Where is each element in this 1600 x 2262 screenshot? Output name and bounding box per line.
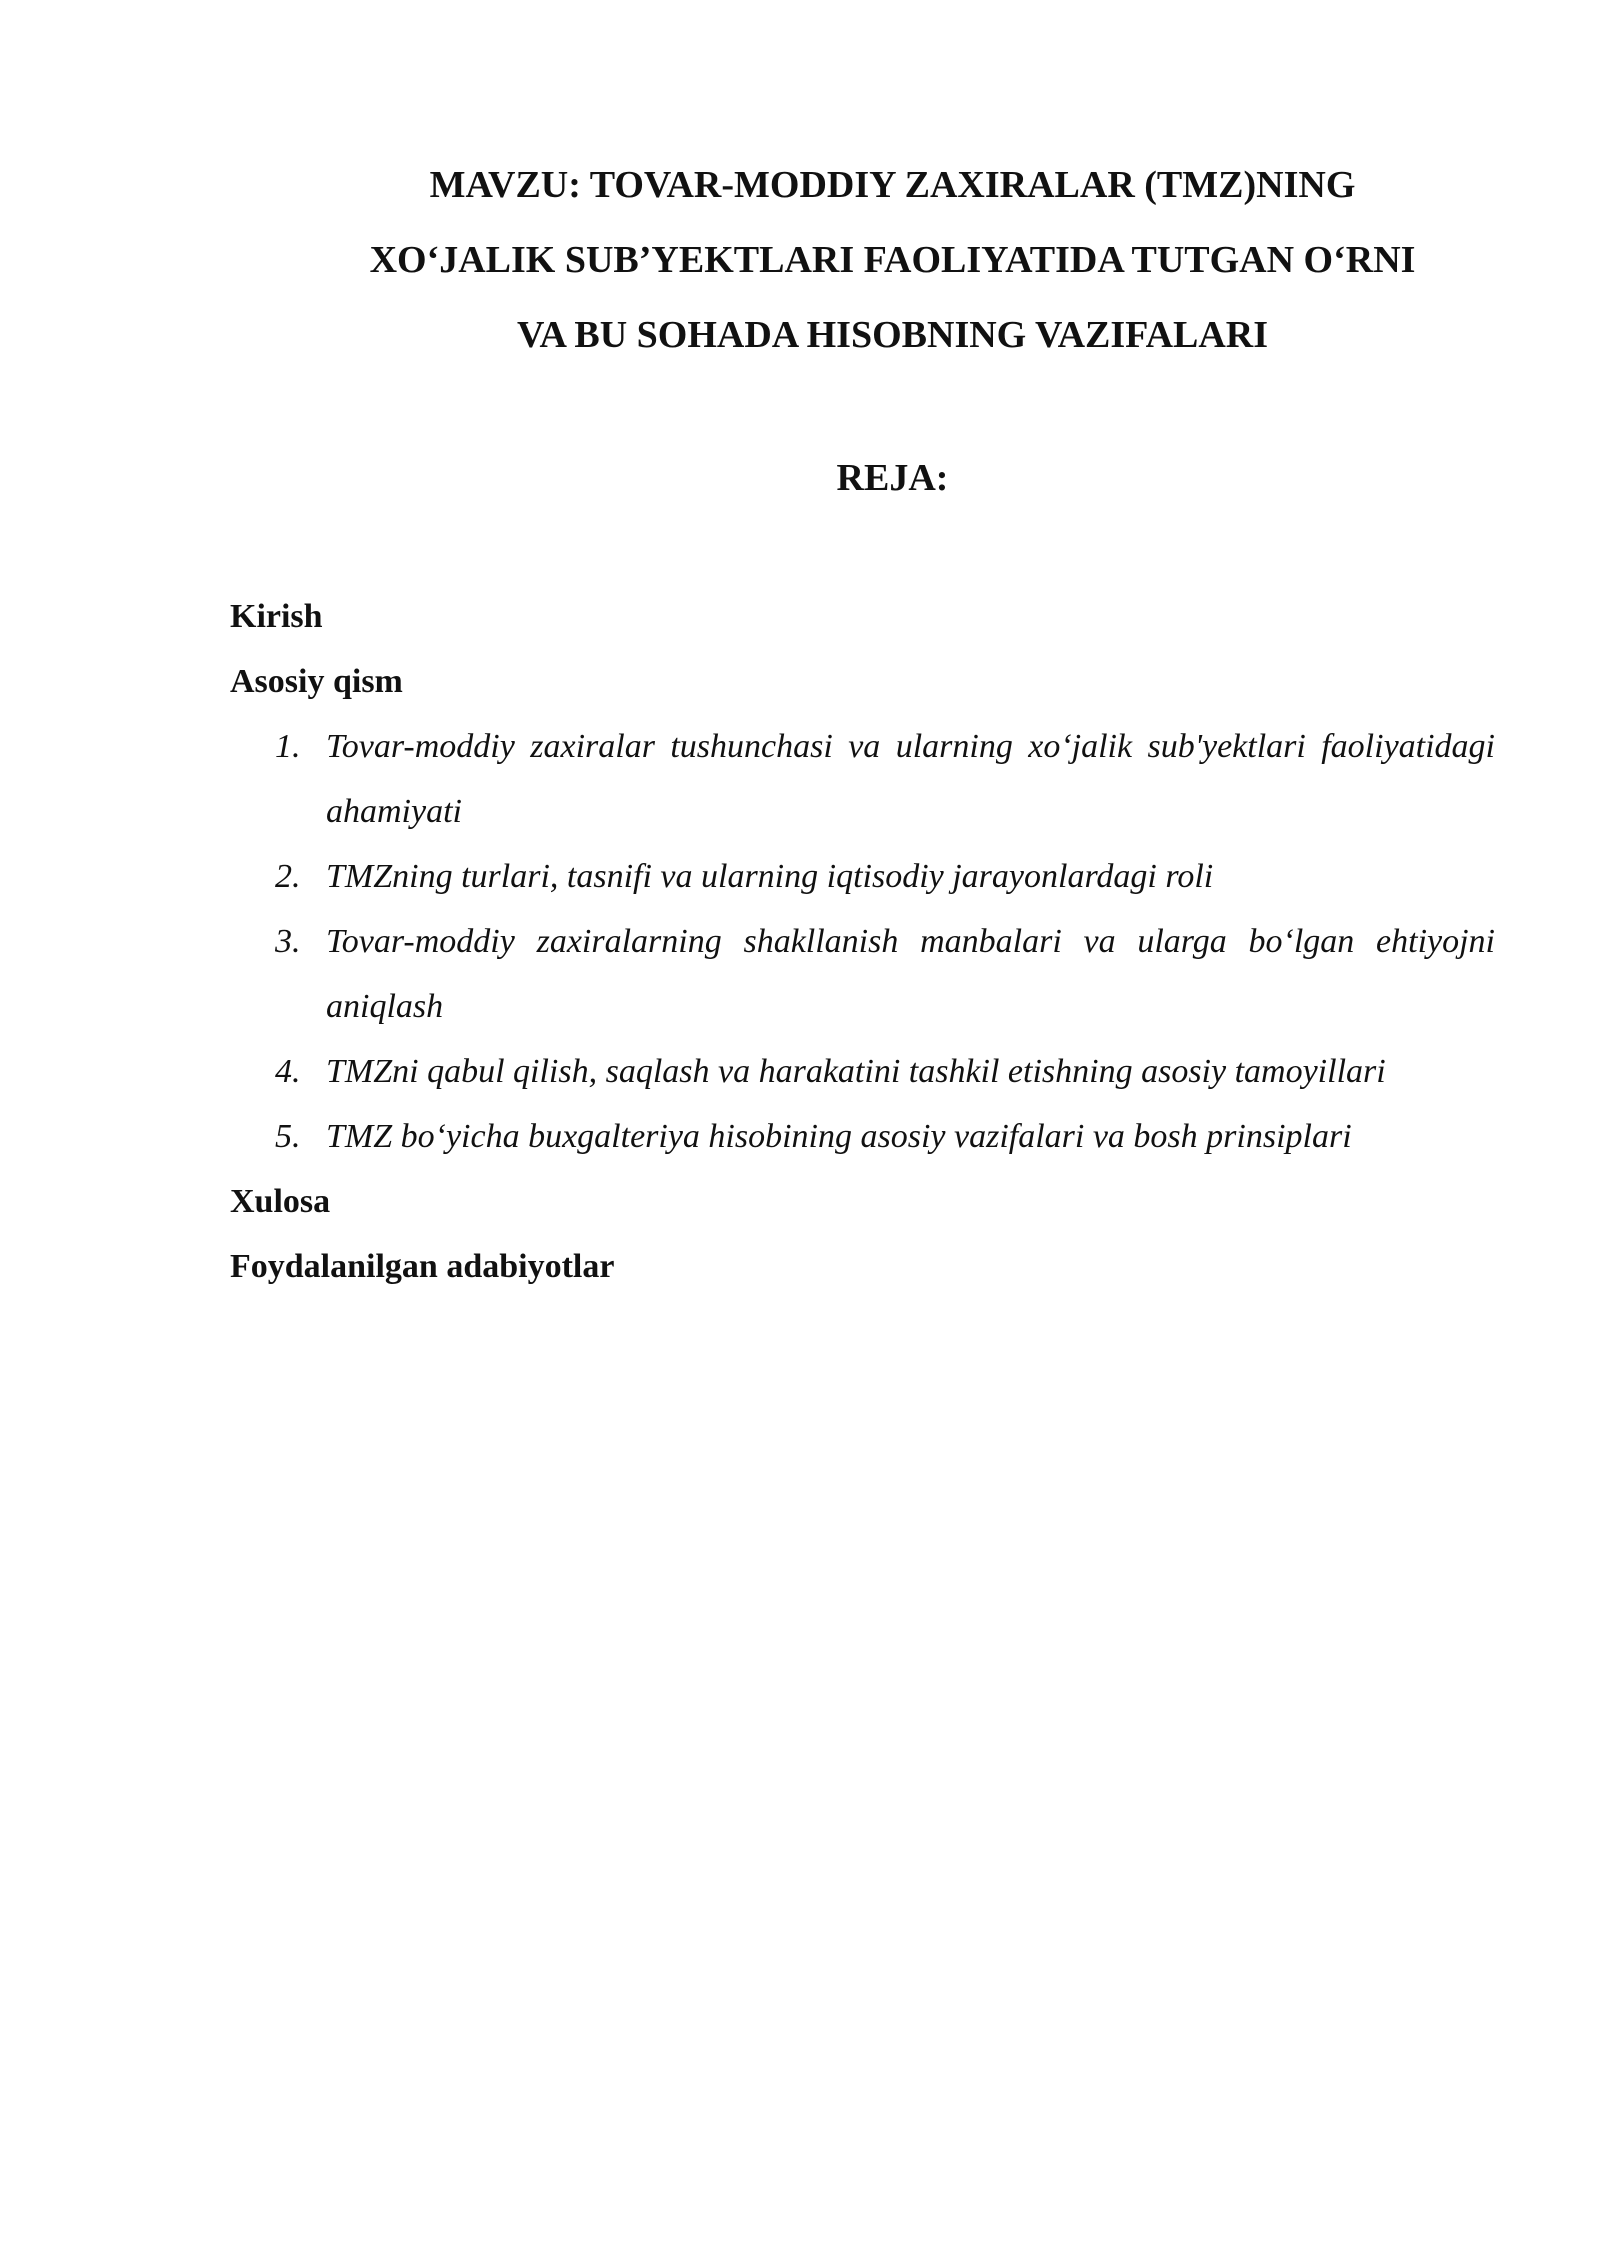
plan-item-text: TMZning turlari, tasnifi va ularning iqtisodiy jarayonlardagi roli: [326, 858, 1214, 895]
title-line-2: XO‘JALIK SUB’YEKTLARI FAOLIYATIDA TUTGAN O‘RNI: [369, 239, 1416, 281]
plan-items-list: [230, 714, 1495, 1169]
plan-heading: REJA:: [836, 457, 949, 499]
section-conclusion: Xulosa: [230, 1183, 331, 1220]
title-line-3: VA BU SOHADA HISOBNING VAZIFALARI: [516, 314, 1269, 356]
plan-item-text: TMZni qabul qilish, saqlash va harakatini tashkil etishning asosiy tamoyillari: [326, 1053, 1386, 1090]
plan-item-number: 5.: [275, 1118, 301, 1155]
plan-item-number: 2.: [275, 858, 301, 895]
plan-item-number: 1.: [275, 728, 301, 765]
plan-item-number: 4.: [275, 1053, 301, 1090]
plan-item-3: [230, 909, 1495, 1039]
plan-item-text: TMZ bo‘yicha buxgalteriya hisobining asosiy vazifalari va bosh prinsiplari: [326, 1118, 1352, 1155]
section-intro: Kirish: [230, 598, 323, 635]
section-references: Foydalanilgan adabiyotlar: [230, 1248, 615, 1285]
plan-item-1: [230, 714, 1495, 844]
plan-item-4: [230, 1039, 1495, 1104]
plan-item-text: Tovar-moddiy zaxiralarning shakllanish manbalari va ularga bo‘lgan ehtiyojni aniqlash: [326, 923, 1495, 1025]
plan-item-5: [230, 1104, 1495, 1169]
plan-item-number: 3.: [275, 923, 301, 960]
section-main-part: Asosiy qism: [230, 663, 403, 700]
plan-item-2: [230, 844, 1495, 909]
title-line-1: MAVZU: TOVAR-MODDIY ZAXIRALAR (TMZ)NING: [429, 164, 1356, 206]
document-title: [230, 148, 1555, 373]
plan-item-text: Tovar-moddiy zaxiralar tushunchasi va ularning xo‘jalik sub'yektlari faoliyatidagi ahamiyati: [326, 728, 1495, 830]
plan-outline: [230, 584, 1495, 1299]
